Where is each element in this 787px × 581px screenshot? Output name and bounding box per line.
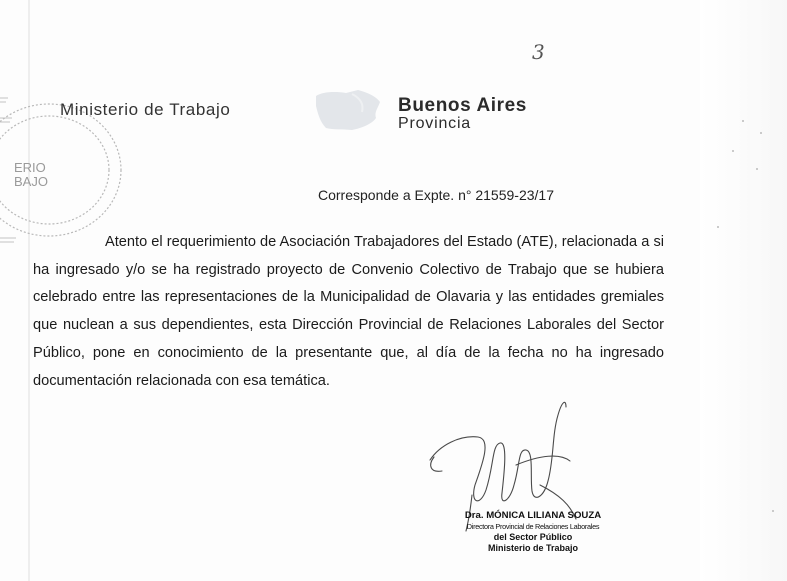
ministry-title: Ministerio de Trabajo xyxy=(60,100,231,119)
scan-speckle xyxy=(742,120,744,122)
body-paragraph: Atento el requerimiento de Asociación Trabajadores del Estado (ATE), relacionada a si ha ingresado y/o se ha registrado proyecto de Convenio Colectivo de Trabajo que se hubiera celebrado entre las representaciones de la Municipalidad de Olavaria y las entidades gremiales que nuclean a sus dependientes, esta Dirección Provincial de Relaciones Laborales del Sector Público, pone en conocimiento de la presentante que, al día de la fecha no ha ingresado documentación relacionada con esa temática. xyxy=(33,234,664,389)
signatory-sector: del Sector Público xyxy=(493,532,573,542)
scan-speckle xyxy=(717,226,719,228)
file-reference: Corresponde a Expte. n° 21559-23/17 xyxy=(318,187,554,203)
scan-speckle xyxy=(772,510,774,512)
province-title: Buenos Aires xyxy=(398,95,527,116)
stamp-text-1: ERIO xyxy=(14,160,46,175)
province-subtitle: Provincia xyxy=(398,115,472,132)
signatory-name: Dra. MÓNICA LILIANA SOUZA xyxy=(464,510,602,521)
handwritten-page-number: 3 xyxy=(532,40,545,64)
scan-speckle xyxy=(756,168,758,170)
scan-speckle xyxy=(760,132,762,134)
stamp-text-2: BAJO xyxy=(14,174,48,189)
signatory-ministry: Ministerio de Trabajo xyxy=(487,542,579,553)
province-logo-icon xyxy=(312,88,384,132)
scan-margin xyxy=(700,0,787,581)
scan-speckle xyxy=(732,150,734,152)
signatory-role: Directora Provincial de Relaciones Laborales xyxy=(466,521,600,531)
signature-block xyxy=(443,511,623,553)
